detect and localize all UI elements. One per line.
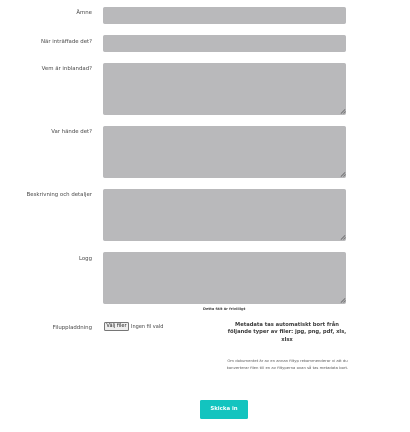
description-label: Beskrivning och detaljer: [26, 192, 92, 198]
metadata-info-title: Metadata tas automatiskt bort från följande typer av filer: jpg, png, pdf, xls, xlsx: [227, 322, 347, 343]
subject-input[interactable]: [103, 7, 346, 24]
metadata-info-note: Om dokumentet är av en annan filtyp rekommenderar vi att du konverterar filen till en av filtyperna ovan så tas metadata bort.: [226, 358, 349, 370]
who-textarea[interactable]: [103, 63, 346, 115]
resize-handle-icon[interactable]: [340, 109, 345, 114]
file-status-text: Ingen fil vald: [131, 323, 164, 330]
file-upload-label: Filuppladdning: [52, 325, 92, 331]
choose-files-button[interactable]: Välj filer: [104, 322, 129, 331]
when-input[interactable]: [103, 35, 346, 52]
log-label: Logg: [78, 256, 92, 262]
where-label: Var hände det?: [51, 129, 92, 135]
who-label: Vem är inblandad?: [41, 66, 92, 72]
description-textarea[interactable]: [103, 189, 346, 241]
resize-handle-icon[interactable]: [340, 235, 345, 240]
optional-field-note: Detta fält är frivilligt: [203, 307, 246, 311]
where-textarea[interactable]: [103, 126, 346, 178]
submit-button[interactable]: Skicka in: [200, 400, 248, 419]
resize-handle-icon[interactable]: [340, 172, 345, 177]
subject-label: Ämne: [76, 10, 92, 16]
log-textarea[interactable]: [103, 252, 346, 304]
when-label: När inträffade det?: [41, 39, 92, 45]
resize-handle-icon[interactable]: [340, 298, 345, 303]
